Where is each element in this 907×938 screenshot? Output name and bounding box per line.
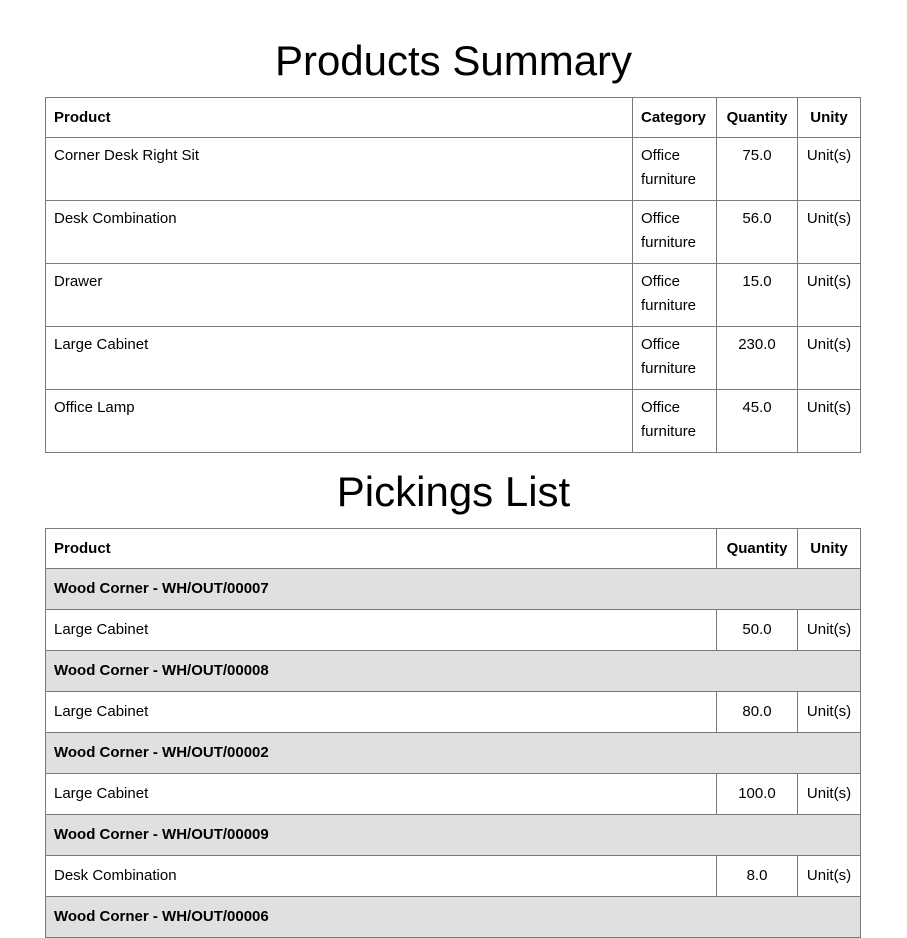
table-row: [46, 856, 861, 897]
quantity-cell: 230.0: [717, 327, 798, 390]
unity-cell: Unit(s): [798, 610, 861, 651]
picking-group-row: [46, 815, 861, 856]
pickings-header-unity: Unity: [798, 529, 861, 569]
table-row: [46, 327, 861, 390]
unity-cell: Unit(s): [798, 692, 861, 733]
pickings-list-title: Pickings List: [336, 468, 571, 515]
product-cell: Large Cabinet: [46, 610, 717, 651]
quantity-cell: 8.0: [717, 856, 798, 897]
table-row: [46, 390, 861, 453]
summary-header-unity: Unity: [798, 98, 861, 138]
product-cell: Corner Desk Right Sit: [46, 138, 633, 201]
table-row: [46, 264, 861, 327]
picking-group-label: Wood Corner - WH/OUT/00006: [46, 897, 861, 938]
product-cell: Desk Combination: [46, 201, 633, 264]
summary-header-category: Category: [633, 98, 717, 138]
category-cell: Office furniture: [633, 327, 717, 390]
quantity-cell: 15.0: [717, 264, 798, 327]
pickings-header-quantity: Quantity: [717, 529, 798, 569]
unity-cell: Unit(s): [798, 774, 861, 815]
products-summary-title: Products Summary: [274, 37, 633, 84]
product-cell: Office Lamp: [46, 390, 633, 453]
table-row: [46, 201, 861, 264]
quantity-cell: 75.0: [717, 138, 798, 201]
category-cell: Office furniture: [633, 264, 717, 327]
unity-cell: Unit(s): [798, 390, 861, 453]
product-cell: Large Cabinet: [46, 774, 717, 815]
pickings-header-row: [46, 529, 861, 569]
product-cell: Drawer: [46, 264, 633, 327]
summary-header-row: [46, 98, 861, 138]
category-cell: Office furniture: [633, 138, 717, 201]
products-summary-table: [45, 97, 861, 453]
unity-cell: Unit(s): [798, 264, 861, 327]
unity-cell: Unit(s): [798, 856, 861, 897]
picking-group-label: Wood Corner - WH/OUT/00008: [46, 651, 861, 692]
table-row: [46, 610, 861, 651]
product-cell: Large Cabinet: [46, 692, 717, 733]
unity-cell: Unit(s): [798, 327, 861, 390]
table-row: [46, 774, 861, 815]
picking-group-row: [46, 897, 861, 938]
picking-group-label: Wood Corner - WH/OUT/00007: [46, 569, 861, 610]
summary-header-quantity: Quantity: [717, 98, 798, 138]
table-row: [46, 692, 861, 733]
product-cell: Desk Combination: [46, 856, 717, 897]
quantity-cell: 100.0: [717, 774, 798, 815]
picking-group-row: [46, 733, 861, 774]
summary-header-product: Product: [46, 98, 633, 138]
category-cell: Office furniture: [633, 201, 717, 264]
category-cell: Office furniture: [633, 390, 717, 453]
product-cell: Large Cabinet: [46, 327, 633, 390]
picking-group-row: [46, 569, 861, 610]
picking-group-row: [46, 651, 861, 692]
quantity-cell: 80.0: [717, 692, 798, 733]
quantity-cell: 56.0: [717, 201, 798, 264]
picking-group-label: Wood Corner - WH/OUT/00002: [46, 733, 861, 774]
pickings-header-product: Product: [46, 529, 717, 569]
table-row: [46, 138, 861, 201]
pickings-list-table: [45, 528, 861, 938]
unity-cell: Unit(s): [798, 201, 861, 264]
quantity-cell: 45.0: [717, 390, 798, 453]
unity-cell: Unit(s): [798, 138, 861, 201]
quantity-cell: 50.0: [717, 610, 798, 651]
picking-group-label: Wood Corner - WH/OUT/00009: [46, 815, 861, 856]
